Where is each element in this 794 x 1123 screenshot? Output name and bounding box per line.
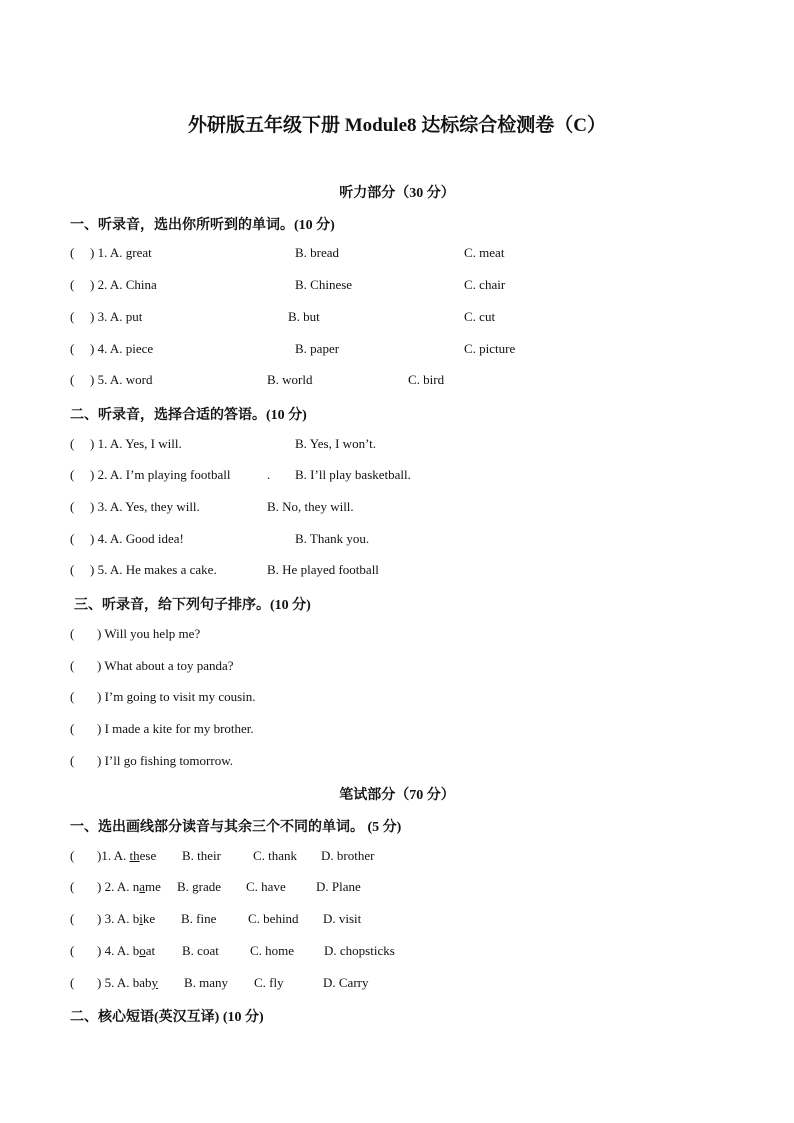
question-row: ( ) 4. A. boat B. coat C. home D. chopsticks [70,943,395,958]
question-row: ( ) 5. A. He makes a cake. B. He played football [70,562,379,577]
question-row: ( ) 3. A. put B. but C. cut [70,309,496,324]
writing-part-heading: 笔试部分（70 分） [339,788,455,803]
question-row: ( ) Will you help me? [70,626,201,641]
question-row: ( ) 3. A. bike B. fine C. behind D. visit [70,911,362,926]
question-row: ( ) 3. A. Yes, they will. B. No, they will. [70,499,354,514]
question-row: ( ) 5. A. baby B. many C. fly D. Carry [70,975,369,990]
question-row: ( ) What about a toy panda? [70,658,234,673]
question-row: ( ) 2. A. I’m playing football . B. I’ll play basketball. [70,467,411,482]
page-title: 外研版五年级下册 Module8 达标综合检测卷（C） [187,115,606,136]
question-row: ( ) I’ll go fishing tomorrow. [70,753,233,768]
question-row: ( )1. A. these B. their C. thank D. brother [70,848,375,863]
question-row: ( ) 1. A. Yes, I will. B. Yes, I won’t. [70,436,377,451]
listening-section-3-heading: 三、听录音，给下列句子排序。(10 分) [74,598,311,613]
question-row: ( ) I’m going to visit my cousin. [70,689,256,704]
listening-section-1-heading: 一、听录音，选出你所听到的单词。(10 分) [70,218,335,233]
writing-section-2-heading: 二、核心短语(英汉互译) (10 分) [70,1010,264,1025]
listening-section-2-heading: 二、听录音，选择合适的答语。(10 分) [70,408,307,423]
question-row: ( ) I made a kite for my brother. [70,721,254,736]
listening-part-heading: 听力部分（30 分） [339,186,455,201]
writing-section-1-heading: 一、选出画线部分读音与其余三个不同的单词。 (5 分) [70,820,402,835]
question-row: ( ) 2. A. name B. grade C. have D. Plane [70,879,361,894]
question-row: ( ) 5. A. word B. world C. bird [70,372,445,387]
question-row: ( ) 1. A. great B. bread C. meat [70,245,505,260]
question-row: ( ) 4. A. Good idea! B. Thank you. [70,531,370,546]
question-row: ( ) 4. A. piece B. paper C. picture [70,341,516,356]
question-row: ( ) 2. A. China B. Chinese C. chair [70,277,506,292]
